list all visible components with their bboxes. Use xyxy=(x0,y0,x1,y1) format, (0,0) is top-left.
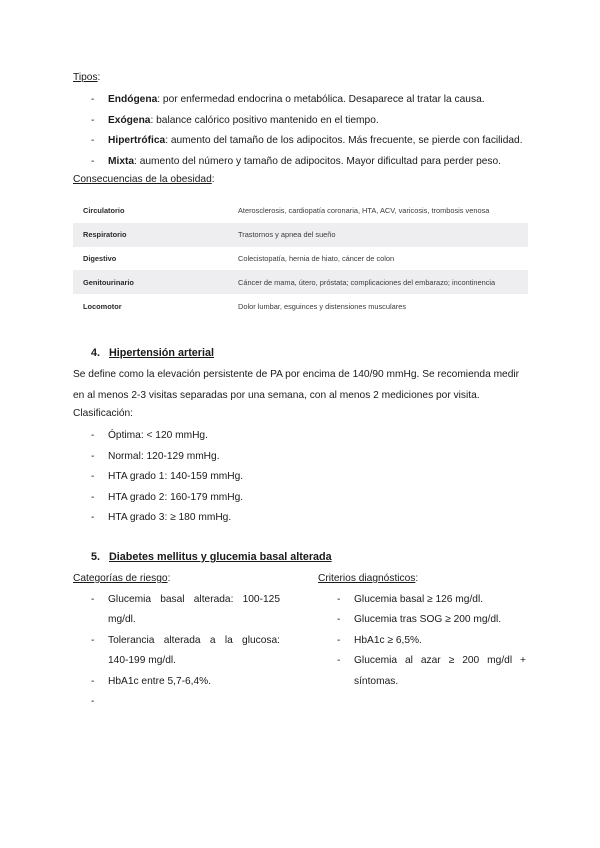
hta-paragraph: Se define como la elevación persistente de PA por encima de 140/90 mmHg. Se recomienda medir en al menos 2-3 visitas separadas por una semana, con al menos 2 mediciones por visita. xyxy=(73,369,520,401)
table-row: Respiratorio Trastornos y apnea del sueño xyxy=(73,223,528,247)
tipos-heading: Tipos: xyxy=(73,72,101,83)
table-row: Circulatorio Aterosclerosis, cardiopatía coronaria, HTA, ACV, varicosis, trombosis venosa xyxy=(83,206,490,216)
table-row: Digestivo Colecistopatía, hernia de hiato, cáncer de colon xyxy=(83,253,395,263)
consecuencias-heading: Consecuencias de la obesidad: xyxy=(73,174,215,185)
document-page: Tipos: - Endógena: por enfermedad endocrina o metabólica. Desaparece al tratar la causa. - Exógena: balance calórico positivo mantenido en el tiempo. - Hipertrófica: aumento del tamaño de los adipocitos. Más frecuente, se pierde con facilidad. - Mixta: aumento del número y tamaño de adipocitos. Mayor dificultad para perder peso. Consecuencias de la obesidad: Circulatorio Aterosclerosis, cardiopatía coronaria, HTA, ACV, varicosis, trombosis venosa Respiratorio Trastornos y apnea del sueño Digestivo Colecistopatía, hernia de hiato, cáncer de colon Genitourinario Cáncer de mama, útero, próstata; complicaciones del embarazo; incontinencia Locomotor Dolor lumbar, esguinces y distensiones musculares 4. Hipertensión arterial Se define como la elevación persistente de PA por encima de 140/90 mmHg. Se recomienda medir en al menos 2-3 visitas separadas por una semana, con al menos 2 mediciones por visita. Clasificación: - Óptima: < 120 mmHg. - Normal: 120-129 mmHg. - HTA grado 1: 140-159 mmHg. - HTA grado 2: 160-179 mmHg. - HTA grado 3: ≥ 180 mmHg. 5. Diabetes mellitus y glucemia basal alterada Categorías de riesgo: Criterios diagnósticos: - Glucemia basal alterada: 100-125 mg/dl. - Tolerancia alterada a la glucosa: 140-199 mg/dl. - HbA1c entre 5,7-6,4%. - - Glucemia basal ≥ 126 mg/dl. - Glucemia tras SOG ≥ 200 mg/dl. - HbA1c ≥ 6,5%. - Glucemia al azar ≥ 200 mg/dl + síntomas. xyxy=(0,0,600,848)
table-row: Locomotor Dolor lumbar, esguinces y distensiones musculares xyxy=(83,301,407,311)
riesgo-heading: Categorías de riesgo: xyxy=(73,573,171,584)
clasificacion-label: Clasificación: xyxy=(73,408,134,419)
criterios-heading: Criterios diagnósticos: xyxy=(318,573,419,584)
consecuencias-table xyxy=(73,199,528,318)
table-row: Genitourinario Cáncer de mama, útero, próstata; complicaciones del embarazo; incontinencia xyxy=(73,270,528,294)
